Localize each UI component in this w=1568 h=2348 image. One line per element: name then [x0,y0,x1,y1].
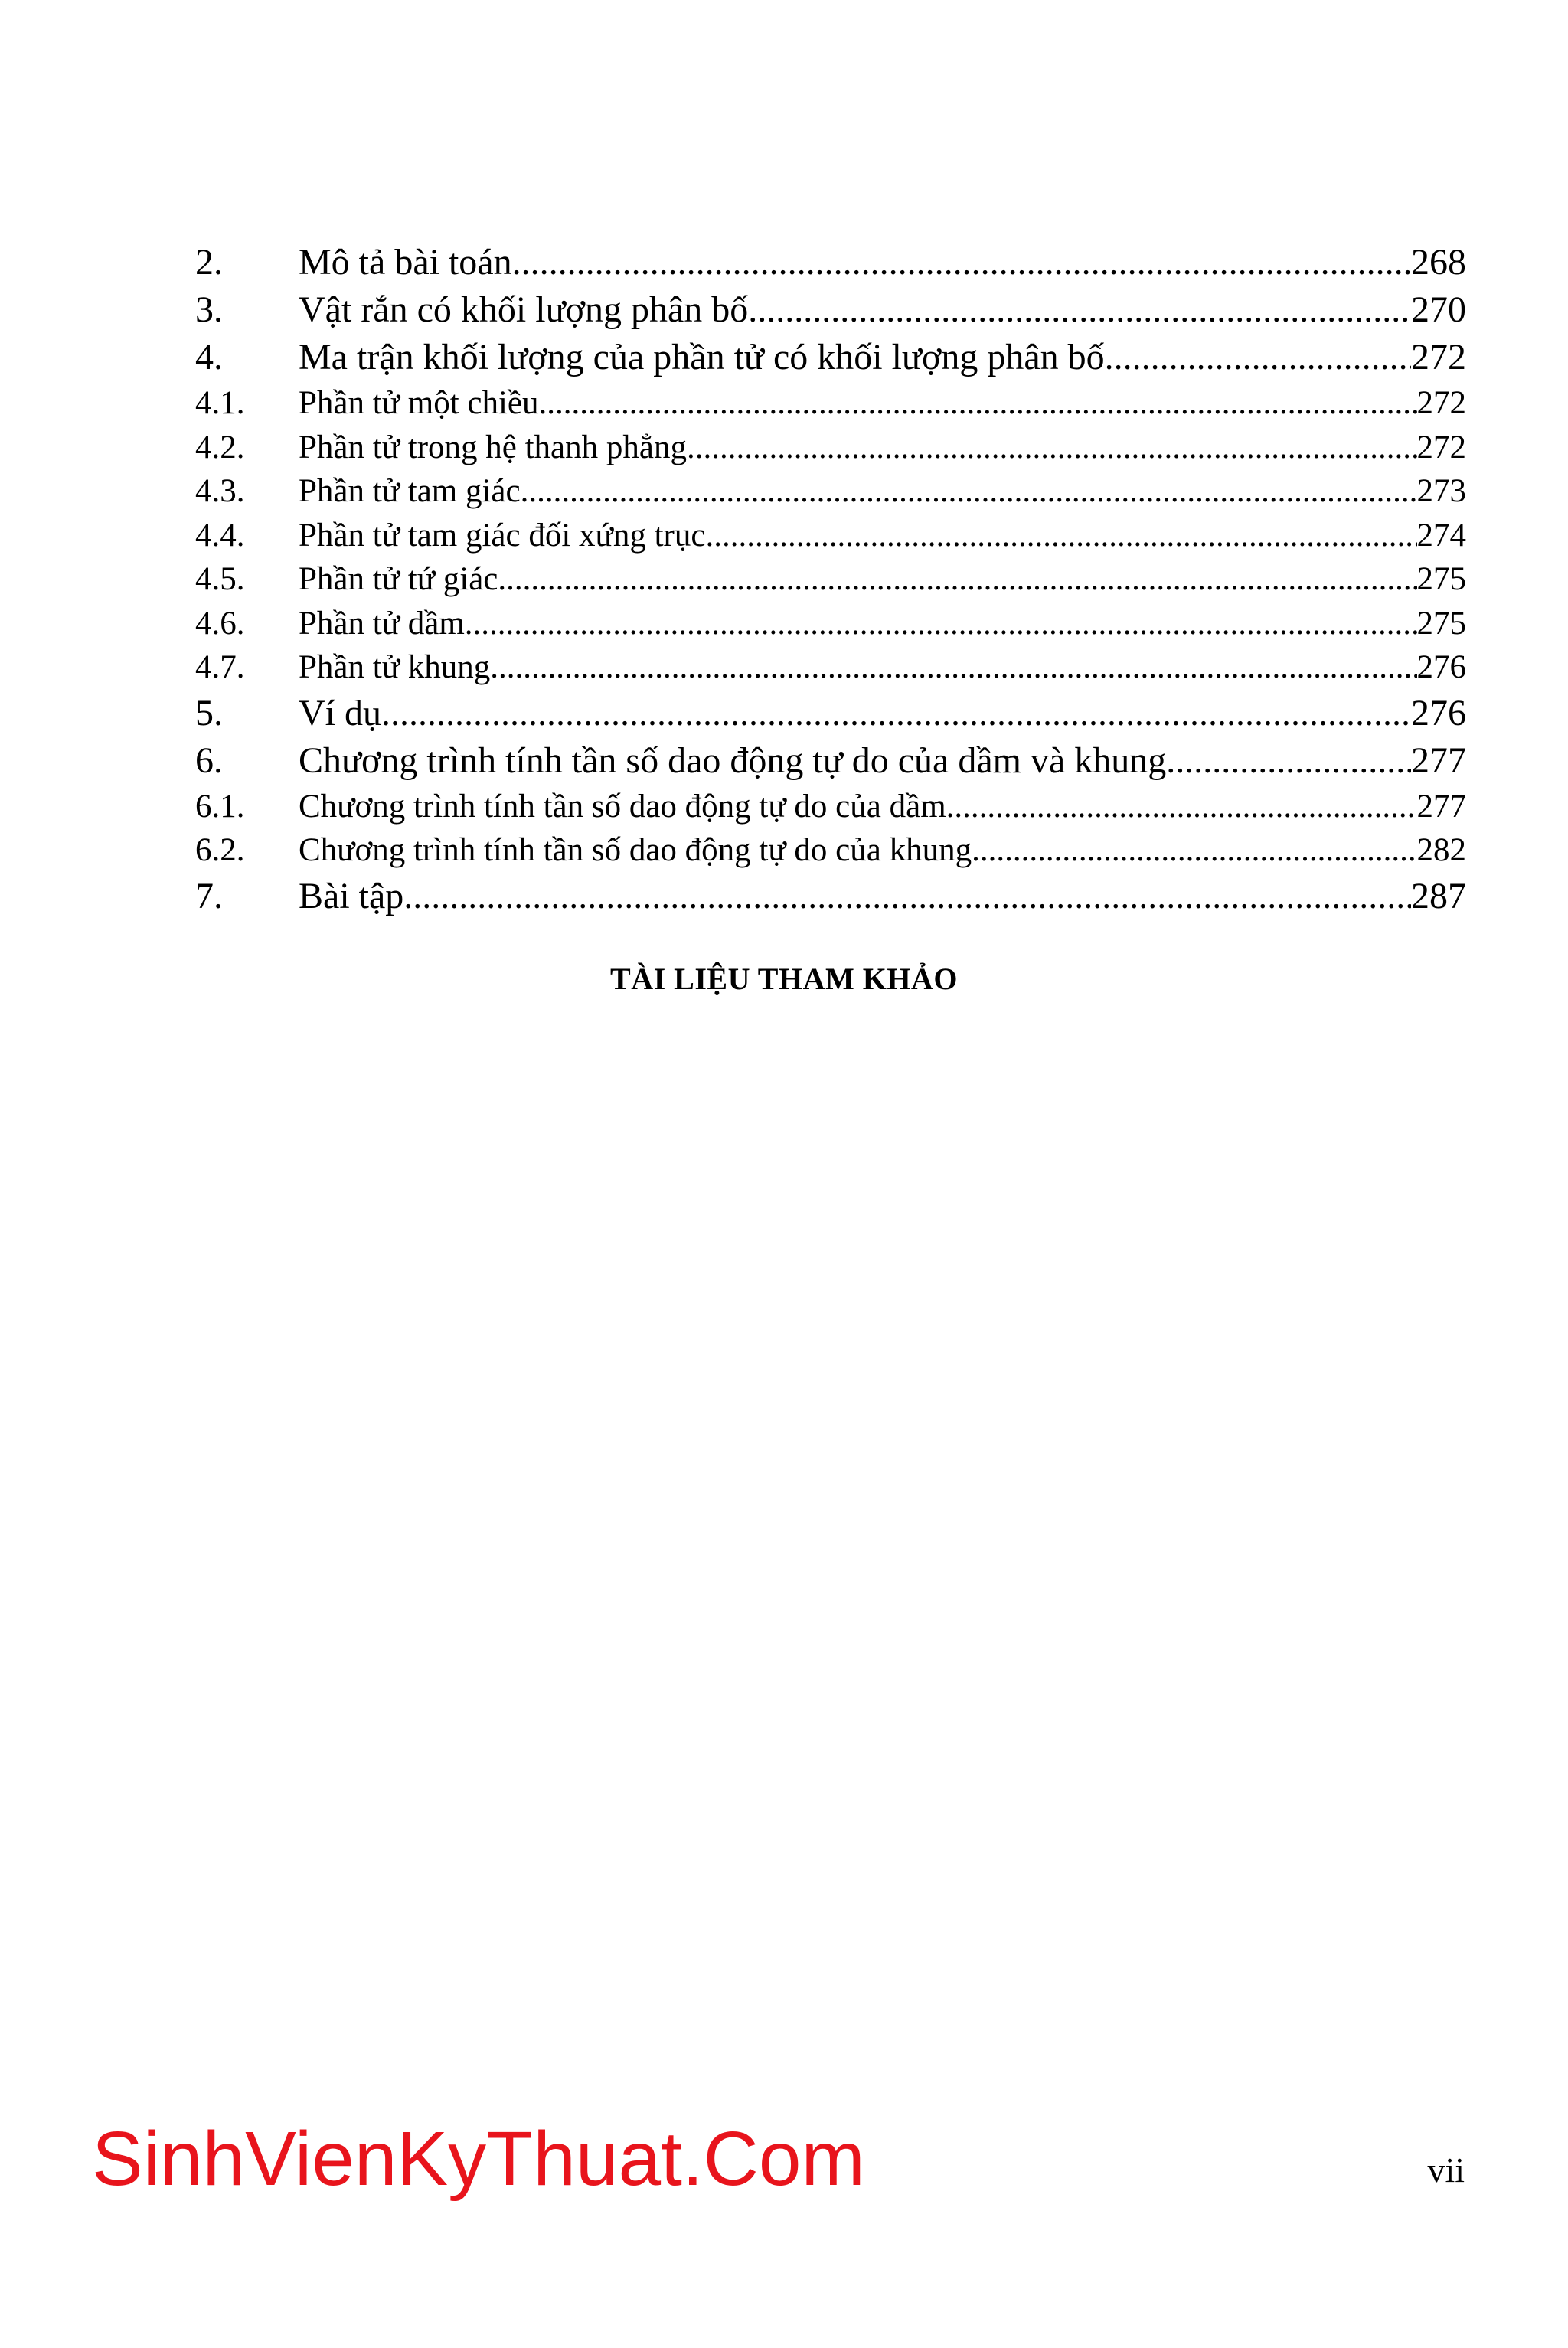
toc-entry-number: 3. [195,289,223,330]
toc-entry-title: Phần tử tam giác [299,473,521,509]
toc-entry-page: 276 [1411,692,1466,733]
toc-entry-number: 4.1. [195,385,245,421]
toc-entry-title: Phần tử tam giác đối xứng trục [299,517,706,554]
toc-leader-dots [403,873,1411,920]
toc-leader-dots [490,645,1416,690]
toc-leader-dots [687,426,1417,470]
toc-entry-page: 272 [1416,429,1466,465]
toc-entry-title: Bài tập [299,875,404,916]
toc-entry [195,690,1466,737]
toc-entry-page: 277 [1411,740,1466,781]
toc-entry-page: 272 [1416,385,1466,421]
toc-entry-number: 7. [195,875,223,916]
toc-entry-page: 277 [1416,788,1466,825]
toc-entry [195,514,1466,558]
toc-entry-number: 4.5. [195,561,245,597]
toc-leader-dots [1105,334,1411,381]
references-heading: TÀI LIỆU THAM KHẢO [610,962,958,996]
toc-entry-number: 4.3. [195,473,245,509]
toc-entry [195,873,1466,920]
toc-entry-title: Phần tử trong hệ thanh phẳng [299,429,687,465]
toc-entry-page: 282 [1416,832,1466,868]
toc-leader-dots [972,828,1416,873]
toc-entry-page: 273 [1416,473,1466,509]
toc-entry [195,426,1466,470]
toc-leader-dots [465,602,1417,646]
toc-entry-number: 4.2. [195,429,245,465]
toc-entry-number: 4. [195,337,223,377]
toc-entry-page: 268 [1411,242,1466,282]
toc-entry [195,602,1466,646]
toc-entry-page: 274 [1416,517,1466,554]
toc-entry-title: Phần tử một chiều [299,385,539,421]
toc-entry-title: Ví dụ [299,692,381,733]
toc-entry-number: 5. [195,692,223,733]
toc-entry-title: Phần tử tứ giác [299,561,498,597]
toc-entry [195,239,1466,286]
toc-entry [195,737,1466,785]
toc-entry-number: 2. [195,242,223,282]
toc-entry-number: 6.2. [195,832,245,868]
toc-leader-dots [946,785,1417,829]
toc-entry-page: 275 [1416,605,1466,642]
toc-leader-dots [512,239,1411,286]
toc-entry-page: 270 [1411,289,1466,330]
toc-entry [195,785,1466,829]
toc-entry-title: Phần tử khung [299,649,491,685]
toc-entry-title: Chương trình tính tần số dao động tự do của dầm [299,788,946,825]
toc-entry-title: Chương trình tính tần số dao động tự do của dầm và khung [299,740,1167,781]
toc-leader-dots [521,469,1417,514]
page-number: vii [1427,2150,1465,2190]
toc-entry-title: Chương trình tính tần số dao động tự do của khung [299,832,972,868]
toc-entry [195,469,1466,514]
toc-entry-number: 4.6. [195,605,245,642]
site-watermark: SinhVienKyThuat.Com [92,2116,865,2202]
toc-leader-dots [381,690,1411,737]
toc-entry-page: 275 [1416,561,1466,597]
toc-entry-number: 6. [195,740,223,781]
toc-entry-page: 287 [1411,875,1466,916]
toc-leader-dots [498,557,1416,602]
toc-entry [195,381,1466,426]
toc-entry [195,334,1466,381]
toc-entry [195,286,1466,334]
toc-entry-title: Ma trận khối lượng của phần tử có khối lượng phân bố [299,337,1105,377]
toc-entry-title: Phần tử dầm [299,605,465,642]
toc-leader-dots [748,286,1411,334]
toc-entry-number: 6.1. [195,788,245,825]
toc-entry-number: 4.4. [195,517,245,554]
toc-entry [195,557,1466,602]
toc-entry [195,828,1466,873]
toc-entry [195,645,1466,690]
toc-leader-dots [1166,737,1411,785]
toc-leader-dots [705,514,1416,558]
toc-entry-page: 272 [1411,337,1466,377]
table-of-contents [195,239,1466,920]
toc-entry-number: 4.7. [195,649,245,685]
toc-entry-title: Vật rắn có khối lượng phân bố [299,289,749,330]
toc-leader-dots [539,381,1417,426]
toc-entry-title: Mô tả bài toán [299,242,512,282]
toc-entry-page: 276 [1416,649,1466,685]
